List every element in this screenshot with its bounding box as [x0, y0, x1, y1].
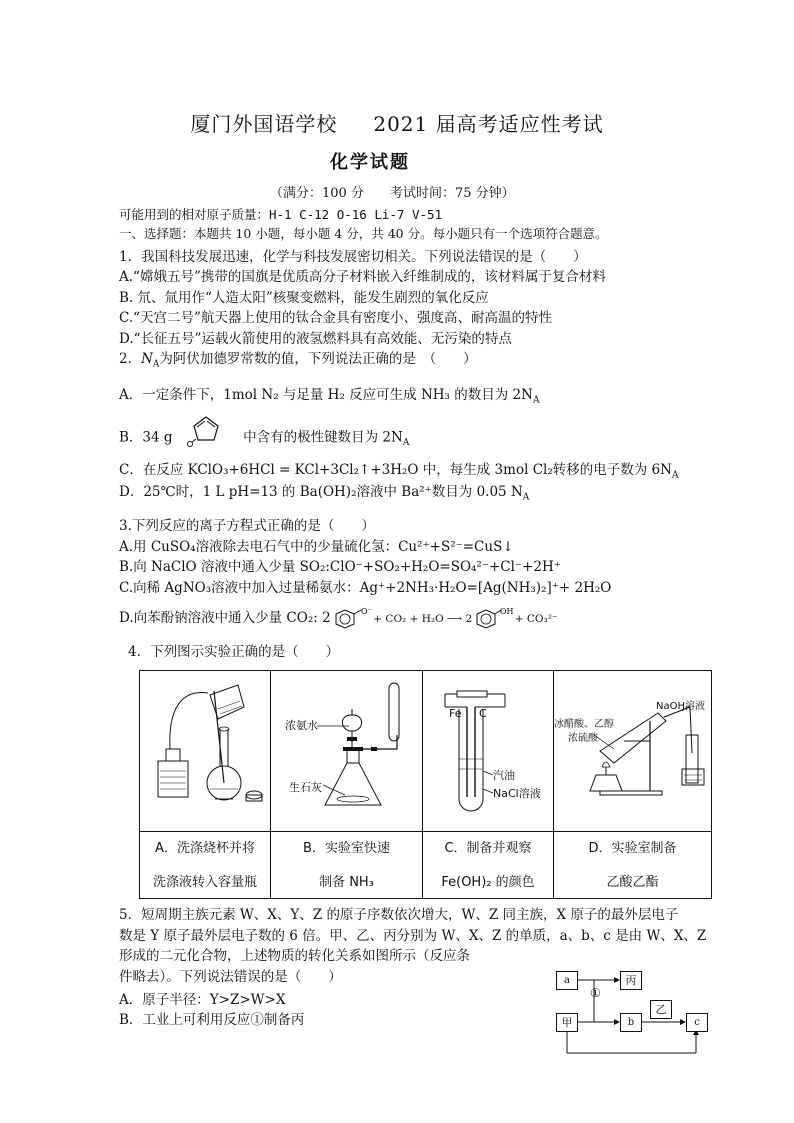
- furan-structure-icon: [181, 411, 231, 451]
- caption-a-line1: A．洗涤烧杯并将: [155, 841, 255, 856]
- q3-stem: 3.下列反应的离子方程式正确的是（ ）: [119, 518, 375, 534]
- label-ammonia: 浓氨水: [285, 719, 318, 732]
- flow-node-yi: 乙: [650, 1000, 672, 1019]
- volumetric-flask-transfer-illustration: [140, 671, 270, 829]
- exam-meta: （满分：100 分 考试时间：75 分钟）: [270, 186, 515, 201]
- q2-option-d: D．25℃时，1 L pH=13 的 Ba(OH)₂溶液中 Ba²⁺数目为 0.05 $N_A$: [119, 484, 530, 503]
- svg-text:O⁻: O⁻: [360, 606, 372, 616]
- flow-node-a: a: [556, 971, 578, 990]
- q5-option-b: B．工业上可利用反应①制备丙: [119, 1012, 305, 1028]
- caption-d-line1: D．实验室制备: [588, 841, 677, 856]
- exam-name: 2021 届高考适应性考试: [373, 112, 604, 136]
- q4-cell-a: [140, 671, 271, 898]
- ethyl-acetate-apparatus-illustration: [554, 671, 710, 829]
- label-reagents-2: 浓硫酸: [568, 733, 598, 744]
- subject-title: 化学试题: [330, 152, 410, 173]
- q1-option-a: A.“嫦娥五号”携带的国旗是优质高分子材料嵌入纤维制成的，该材料属于复合材料: [119, 269, 606, 285]
- q5-stem-line4: 件略去）。下列说法错误的是（ ）: [119, 969, 342, 985]
- q5-stem-line2: 数是 Y 原子最外层电子数的 6 倍。甲、乙、丙分别为 W、X、Z 的单质，a、b、c 是由 W、X、Z: [119, 928, 707, 944]
- caption-c-line2: Fe(OH)₂ 的颜色: [441, 875, 535, 890]
- label-reagents-1: 冰醋酸、乙醇: [554, 719, 614, 730]
- phenoxide-structure-icon: [335, 606, 372, 630]
- q3-option-c: C.向稀 AgNO₃溶液中加入过量稀氨水：Ag⁺+2NH₃·H₂O=[Ag(NH₃)₂]⁺+ 2H₂O: [119, 580, 612, 596]
- q4-cell-d: [554, 671, 711, 898]
- q1-option-b: B. 氘、氚用作“人造太阳”核聚变燃料，能发生剧烈的氧化反应: [119, 290, 489, 306]
- ferrous-hydroxide-apparatus-illustration: [423, 671, 553, 829]
- label-naoh-solution: NaOH溶液: [656, 701, 705, 712]
- q5-option-a: A．原子半径：Y>Z>W>X: [119, 992, 286, 1008]
- atomic-masses: 可能用到的相对原子质量：H-1 C-12 O-16 Li-7 V-51: [119, 207, 443, 222]
- caption-c-line1: C．制备并观察: [444, 841, 532, 856]
- exam-title: [0, 108, 794, 137]
- q5-stem-line3: 形成的二元化合物，上述物质的转化关系如图所示（反应条: [119, 948, 470, 964]
- caption-a-line2: 洗涤液转入容量瓶: [152, 875, 257, 890]
- q2-option-c: C．在反应 KClO₃+6HCl = KCl+3Cl₂↑+3H₂O 中，每生成 3mol Cl₂转移的电子数为 $6N_A$: [119, 462, 679, 481]
- q3-option-a: A.用 CuSO₄溶液除去电石气中的少量硫化氢：Cu²⁺+S²⁻=CuS↓: [119, 539, 514, 555]
- label-gasoline: 汽油: [493, 769, 515, 782]
- caption-b-line1: B．实验室快速: [303, 841, 390, 856]
- flow-node-b: b: [620, 1013, 642, 1032]
- q1-option-d: D.“长征五号”运载火箭使用的液氢燃料具有高效能、无污染的特点: [119, 331, 512, 347]
- q4-figure-table: [139, 670, 712, 899]
- flow-node-bing: 丙: [620, 971, 642, 990]
- school-name: 厦门外国语学校: [190, 112, 338, 136]
- label-nacl-solution: NaCl溶液: [493, 787, 541, 800]
- q5-stem-line1: 5．短周期主族元素 W、X、Y、Z 的原子序数依次增大，W、Z 同主族，X 原子的最外层电子: [119, 907, 679, 923]
- svg-text:OH: OH: [500, 606, 514, 616]
- phenol-structure-icon: [476, 606, 514, 630]
- q3-option-d: D.向苯酚钠溶液中通入少量 CO₂: 2 O⁻ + CO₂ + H₂O ⟶ 2 OH + CO₃²⁻: [119, 606, 557, 630]
- ammonia-apparatus-illustration: [271, 671, 421, 829]
- q1-option-c: C.“天宫二号”航天器上使用的钛合金具有密度小、强度高、耐高温的特性: [119, 310, 552, 326]
- q3-option-b: B.向 NaClO 溶液中通入少量 SO₂:ClO⁻+SO₂+H₂O=SO₄²⁻+Cl⁻+2H⁺: [119, 559, 561, 575]
- label-fe-electrode: Fe: [449, 707, 462, 720]
- label-pointer-line: [323, 783, 345, 797]
- caption-b-line2: 制备 NH₃: [319, 875, 374, 890]
- caption-d-line2: 乙酸乙酯: [606, 875, 659, 890]
- flow-reaction-1-label: ①: [590, 986, 601, 1000]
- flow-node-jia: 甲: [556, 1013, 578, 1032]
- q2-option-a: A．一定条件下，1mol N₂ 与足量 H₂ 反应可生成 NH₃ 的数目为 $2N_A$: [119, 387, 540, 406]
- q1-stem: 1．我国科技发展迅速，化学与科技发展密切相关。下列说法错误的是（ ）: [119, 249, 587, 265]
- q2-option-b: B．34 g 中含有的极性键数目为 $2N_A$: [119, 425, 409, 451]
- section-heading: 一、选择题：本题共 10 小题，每小题 4 分，共 40 分。每小题只有一个选项符合题意。: [119, 226, 608, 241]
- label-quicklime: 生石灰: [289, 781, 322, 794]
- label-c-electrode: C: [479, 707, 487, 720]
- q4-cell-b: [271, 671, 423, 898]
- label-pointer-line: [317, 724, 349, 728]
- q4-cell-c: [423, 671, 554, 898]
- flow-node-c: c: [686, 1013, 708, 1032]
- q2-stem: 2．$N_A$为阿伏加德罗常数的值，下列说法正确的是 （ ）: [119, 351, 477, 370]
- q4-stem: 4．下列图示实验正确的是（ ）: [128, 644, 340, 660]
